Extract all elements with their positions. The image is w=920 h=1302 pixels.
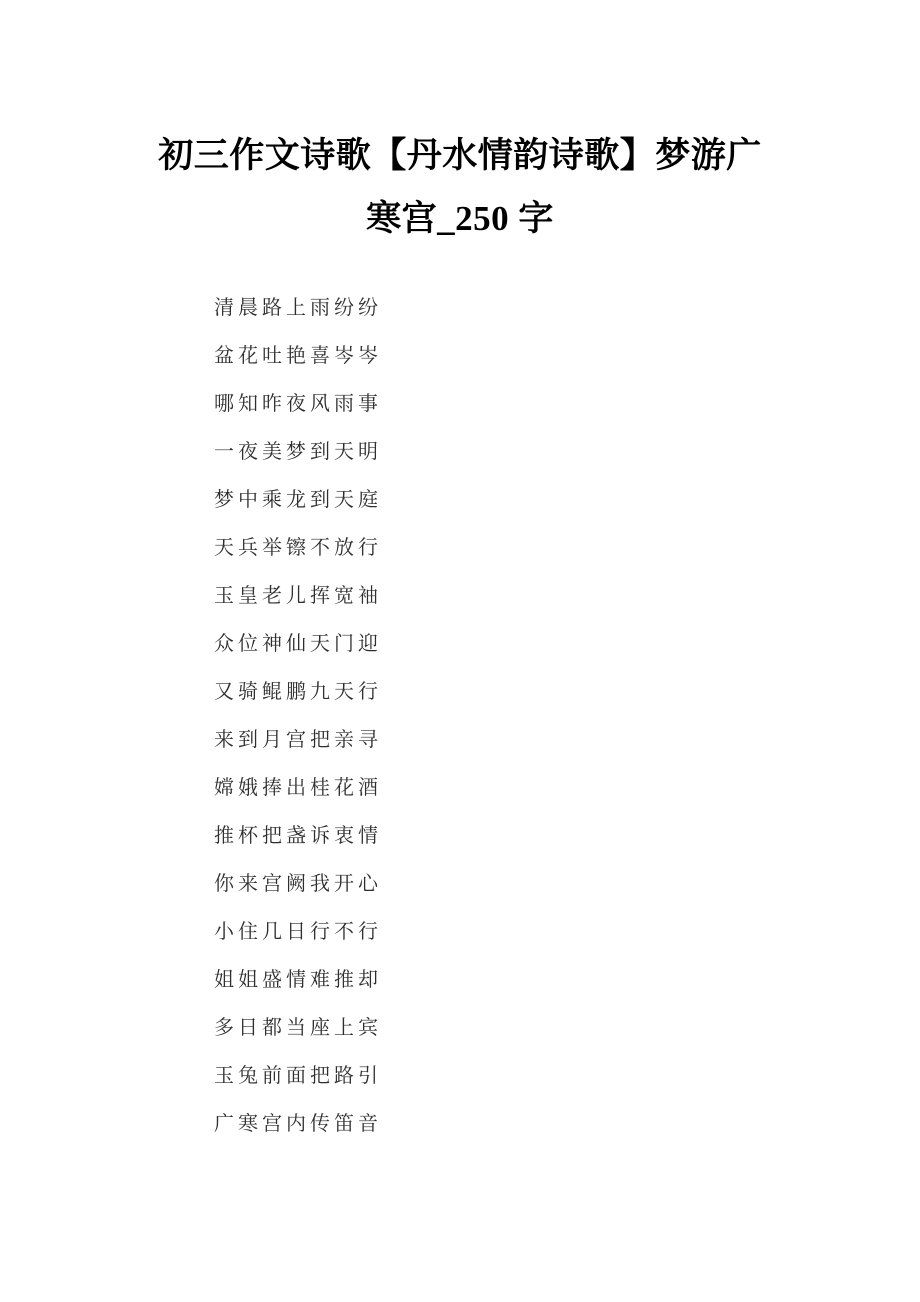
- title-line-2: 寒宫_250 字: [366, 199, 554, 238]
- poem-line: 广寒宫内传笛音: [214, 1113, 382, 1135]
- poem-line: 天兵举镲不放行: [214, 537, 382, 559]
- poem-line: 梦中乘龙到天庭: [214, 489, 382, 511]
- poem-line: 来到月宫把亲寻: [214, 729, 382, 751]
- poem-line: 哪知昨夜风雨事: [214, 393, 382, 415]
- poem-line: 多日都当座上宾: [214, 1017, 382, 1039]
- poem-line: 玉皇老儿挥宽袖: [214, 585, 382, 607]
- poem-line: 你来宫阙我开心: [214, 873, 382, 895]
- poem-body: [214, 284, 382, 1148]
- poem-line: 一夜美梦到天明: [214, 441, 382, 463]
- poem-line: 众位神仙天门迎: [214, 633, 382, 655]
- poem-line: 盆花吐艳喜岑岑: [214, 345, 382, 367]
- poem-line: 又骑鲲鹏九天行: [214, 681, 382, 703]
- document-title: [0, 124, 920, 250]
- poem-line: 小住几日行不行: [214, 921, 382, 943]
- poem-line: 嫦娥捧出桂花酒: [214, 777, 382, 799]
- title-line-1: 初三作文诗歌【丹水情韵诗歌】梦游广: [158, 136, 762, 175]
- poem-line: 清晨路上雨纷纷: [214, 297, 382, 319]
- poem-line: 推杯把盏诉衷情: [214, 825, 382, 847]
- poem-line: 姐姐盛情难推却: [214, 969, 382, 991]
- poem-line: 玉兔前面把路引: [214, 1065, 382, 1087]
